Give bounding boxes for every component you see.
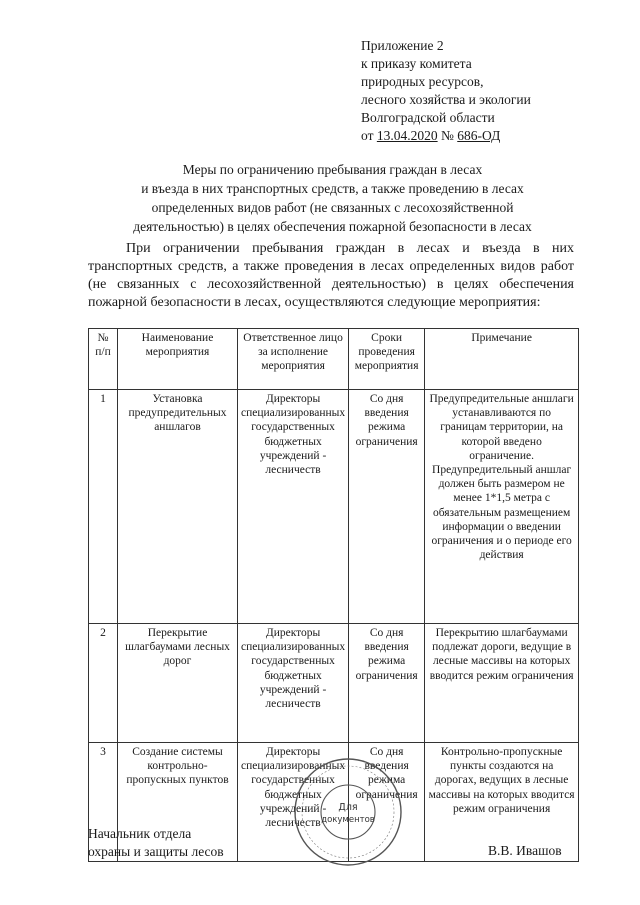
annex-line: лесного хозяйства и экологии: [361, 92, 531, 107]
table-cell: Со дня введения режима ограничения: [349, 390, 425, 624]
header-cell-number: № п/п: [89, 329, 118, 390]
document-title: [70, 160, 595, 236]
table-cell: Создание системы контрольно-пропускных пунктов: [118, 743, 238, 862]
table-cell: Со дня введения режима ограничения: [349, 743, 425, 862]
signature-position: Начальник отдела: [88, 826, 192, 841]
annex-from: от: [361, 128, 377, 143]
annex-line: природных ресурсов,: [361, 74, 484, 89]
title-line: определенных видов работ (не связанных с лесохозяйственной: [151, 200, 514, 215]
annex-line: Приложение 2: [361, 38, 444, 53]
signature-department: охраны и защиты лесов: [88, 844, 224, 859]
table-row: [89, 390, 579, 624]
table-cell: Предупредительные аншлаги устанавливаются по границам территории, на которой введено ограничение. Предупредительный аншлаг должен быть размером не менее 1*1,5 метра с обязательным размещением информации о введении ограничения и о периоде его действия: [425, 390, 579, 624]
table-cell: Перекрытию шлагбаумами подлежат дороги, ведущие в лесные массивы на которых вводится режим ограничения: [425, 624, 579, 743]
stamp-text-line2: документов: [321, 815, 375, 825]
header-cell-terms: Сроки проведения мероприятия: [349, 329, 425, 390]
annex-number: 686-ОД: [457, 128, 501, 143]
table-cell: Директоры специализированных государственных бюджетных учреждений - лесничеств: [238, 743, 349, 862]
stamp-text-line1: Для: [338, 802, 358, 813]
table-cell: Установка предупредительных аншлагов: [118, 390, 238, 624]
table-cell: 2: [89, 624, 118, 743]
table-cell: 1: [89, 390, 118, 624]
table-cell: Со дня введения режима ограничения: [349, 624, 425, 743]
signature-block: [88, 825, 224, 861]
title-line: Меры по ограничению пребывания граждан в лесах: [182, 162, 483, 177]
header-cell-name: Наименование мероприятия: [118, 329, 238, 390]
table-cell: Директоры специализированных государственных бюджетных учреждений - лесничеств: [238, 390, 349, 624]
table-cell: Директоры специализированных государственных бюджетных учреждений - лесничеств: [238, 624, 349, 743]
table-header-row: [89, 329, 579, 390]
title-line: деятельностью) в целях обеспечения пожарной безопасности в лесах: [133, 219, 532, 234]
table-cell: Контрольно-пропускные пункты создаются на дорогах, ведущих в лесные массивы на которых вводится режим ограничения: [425, 743, 579, 862]
annex-num-sign: №: [437, 128, 458, 143]
title-line: и въезда в них транспортных средств, а также проведению в лесах: [141, 181, 524, 196]
header-cell-responsible: Ответственное лицо за исполнение мероприятия: [238, 329, 349, 390]
table-cell: Перекрытие шлагбаумами лесных дорог: [118, 624, 238, 743]
header-cell-note: Примечание: [425, 329, 579, 390]
intro-paragraph: При ограничении пребывания граждан в лесах и въезда в них транспортных средств, а также проведения в лесах определенных видов работ (не связанных с лесохозяйственной деятельностью) в целях обеспечения пожарной безопасности в лесах, осуществляются следующие мероприятия:: [88, 241, 574, 310]
table-cell: 3: [89, 743, 118, 862]
annex-date: 13.04.2020: [376, 128, 438, 143]
annex-block: [361, 37, 531, 145]
signature-name: В.В. Ивашов: [488, 843, 562, 858]
annex-line: к приказу комитета: [361, 56, 472, 71]
table-row: [89, 624, 579, 743]
annex-order-ref: [361, 127, 531, 145]
official-stamp: [292, 756, 404, 868]
annex-line: Волгоградской области: [361, 110, 495, 125]
